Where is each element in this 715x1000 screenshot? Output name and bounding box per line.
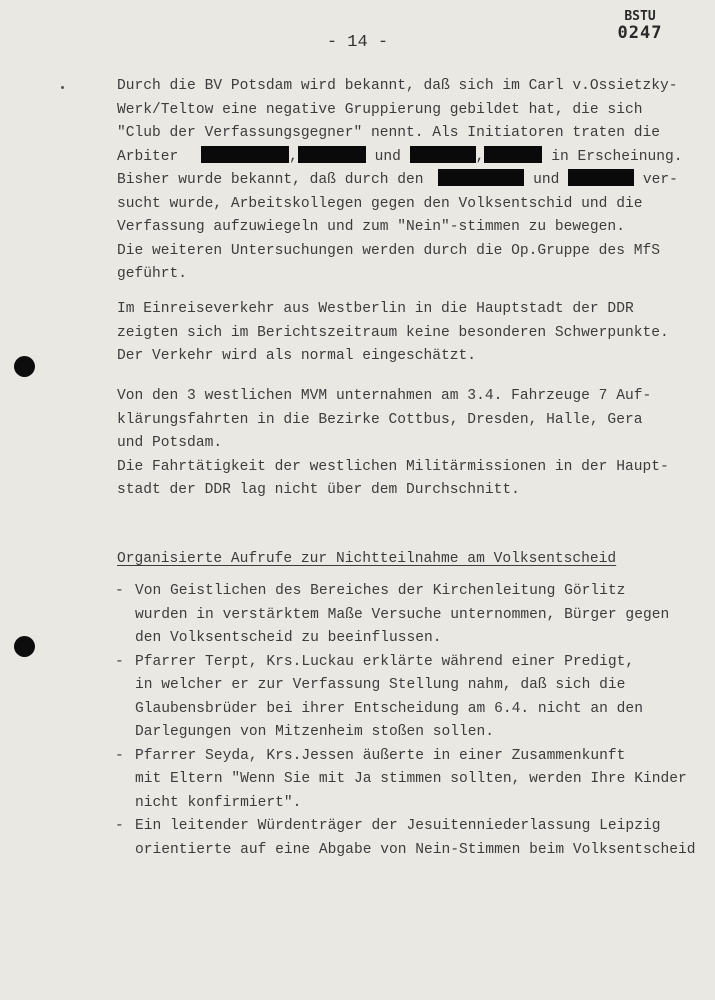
bullet-item bbox=[117, 745, 707, 816]
redaction-bar bbox=[438, 169, 524, 186]
punch-hole-bottom bbox=[14, 636, 35, 657]
text-line-with-redactions bbox=[117, 146, 707, 170]
archive-stamp-label: BSTU bbox=[624, 9, 656, 24]
page-number: - 14 - bbox=[326, 33, 389, 52]
text-line: und Potsdam. bbox=[117, 435, 223, 451]
text-fragment: und bbox=[533, 172, 560, 188]
redaction-bar bbox=[568, 169, 634, 186]
text-fragment: in Erscheinung. bbox=[551, 148, 683, 165]
section-heading-block bbox=[117, 548, 707, 572]
text-line: Werk/Teltow eine negative Gruppierung gebildet hat, die sich bbox=[117, 101, 643, 118]
redaction-bar bbox=[201, 146, 289, 163]
text-fragment: und bbox=[374, 148, 401, 165]
bullet-dash: - bbox=[115, 653, 124, 670]
text-line: mit Eltern "Wenn Sie mit Ja stimmen sollten, werden Ihre Kinder bbox=[135, 771, 687, 787]
bullet-dash: - bbox=[115, 818, 124, 834]
text-line: orientierte auf eine Abgabe von Nein-Stimmen beim Volksentscheid bbox=[135, 841, 696, 858]
section-heading: Organisierte Aufrufe zur Nichtteilnahme am Volksentscheid bbox=[117, 551, 617, 567]
paragraph-militaermissionen bbox=[117, 385, 707, 503]
bullet-list bbox=[117, 580, 707, 862]
text-line-with-redactions bbox=[117, 169, 707, 193]
text-line: Von Geistlichen des Bereiches der Kirchenleitung Görlitz bbox=[135, 583, 626, 599]
text-line: Durch die BV Potsdam wird bekannt, daß sich im Carl v.Ossietzky- bbox=[117, 78, 678, 94]
paragraph-potsdam bbox=[117, 75, 707, 287]
punch-hole-top bbox=[14, 356, 35, 377]
text-fragment: Arbiter bbox=[117, 148, 179, 165]
text-line: Von den 3 westlichen MVM unternahmen am 3.4. Fahrzeuge 7 Auf- bbox=[117, 388, 652, 404]
text-fragment: ver- bbox=[642, 172, 678, 188]
text-fragment: , bbox=[475, 148, 485, 165]
text-line: Verfassung aufzuwiegeln und zum "Nein"-stimmen zu bewegen. bbox=[117, 219, 625, 235]
text-line: Pfarrer Terpt, Krs.Luckau erklärte während einer Predigt, bbox=[135, 653, 635, 670]
text-line: Pfarrer Seyda, Krs.Jessen äußerte in einer Zusammenkunft bbox=[135, 747, 626, 764]
bullet-item bbox=[117, 815, 707, 862]
text-line: Die Fahrtätigkeit der westlichen Militärmissionen in der Haupt- bbox=[117, 458, 669, 475]
text-fragment: , bbox=[289, 148, 298, 165]
text-line: nicht konfirmiert". bbox=[135, 794, 302, 811]
text-line: Der Verkehr wird als normal eingeschätzt. bbox=[117, 348, 477, 364]
text-line: Glaubensbrüder bei ihrer Entscheidung am 6.4. nicht an den bbox=[135, 700, 643, 717]
text-line: in welcher er zur Verfassung Stellung nahm, daß sich die bbox=[135, 677, 626, 693]
paragraph-einreiseverkehr bbox=[117, 298, 707, 369]
redaction-bar bbox=[410, 146, 476, 163]
text-line: "Club der Verfassungsgegner" nennt. Als Initiatoren traten die bbox=[117, 125, 660, 141]
text-line: Darlegungen von Mitzenheim stoßen sollen. bbox=[135, 724, 495, 740]
text-line: stadt der DDR lag nicht über dem Durchschnitt. bbox=[117, 482, 520, 498]
redaction-bar bbox=[484, 146, 542, 163]
text-line: sucht wurde, Arbeitskollegen gegen den Volksentschid und die bbox=[117, 195, 643, 212]
text-line: Die weiteren Untersuchungen werden durch die Op.Gruppe des MfS bbox=[117, 242, 660, 259]
text-line: geführt. bbox=[117, 266, 188, 282]
bullet-dash: - bbox=[115, 747, 124, 764]
archive-stamp-number: 0247 bbox=[617, 23, 663, 43]
text-line: Ein leitender Würdenträger der Jesuitenniederlassung Leipzig bbox=[135, 818, 661, 834]
text-line: klärungsfahrten in die Bezirke Cottbus, Dresden, Halle, Gera bbox=[117, 411, 643, 428]
bullet-item bbox=[117, 580, 707, 651]
bullet-dash: - bbox=[115, 583, 124, 599]
redaction-bar bbox=[298, 146, 366, 163]
text-line: zeigten sich im Berichtszeitraum keine besonderen Schwerpunkte. bbox=[117, 324, 669, 341]
speck-mark bbox=[61, 86, 64, 89]
text-line: Im Einreiseverkehr aus Westberlin in die Hauptstadt der DDR bbox=[117, 301, 634, 317]
bullet-item bbox=[117, 651, 707, 745]
text-fragment: Bisher wurde bekannt, daß durch den bbox=[117, 172, 424, 188]
text-line: den Volksentscheid zu beeinflussen. bbox=[135, 630, 442, 646]
text-line: wurden in verstärktem Maße Versuche unternommen, Bürger gegen bbox=[135, 606, 670, 623]
